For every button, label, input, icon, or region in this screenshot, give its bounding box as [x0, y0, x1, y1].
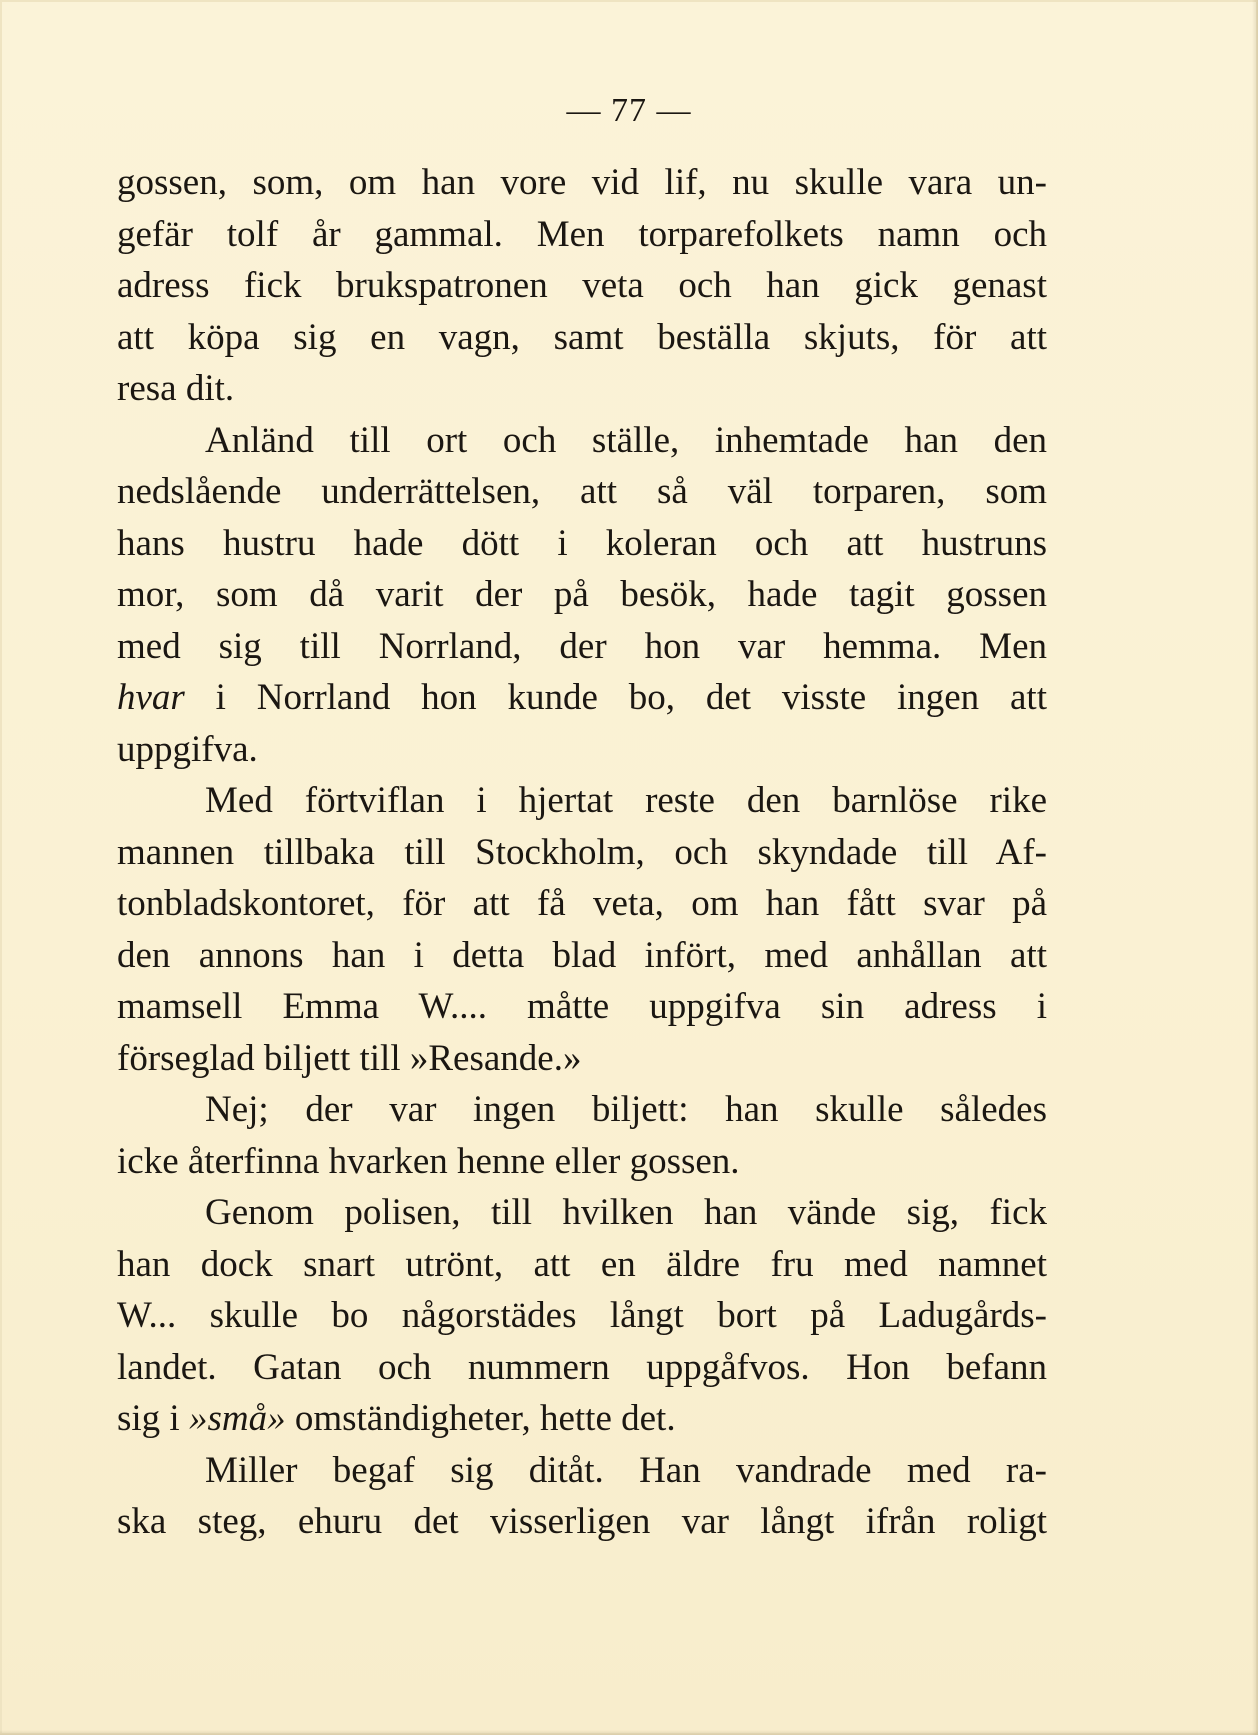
paragraph-6: [117, 1445, 1047, 1548]
paragraph-4: [117, 1084, 1047, 1187]
italic-word: hvar: [117, 677, 185, 718]
text-line: Nej; der var ingen biljett: han skulle således: [205, 1089, 1047, 1130]
page-number: — 77 —: [566, 92, 692, 129]
text-line: hans hustru hade dött i koleran och att hustruns: [117, 522, 1047, 564]
text-line: Miller begaf sig ditåt. Han vandrade med ra-: [205, 1449, 1047, 1491]
text-line: förseglad biljett till »Resande.»: [117, 1037, 582, 1079]
text-line: nedslående underrättelsen, att så väl torparen, som: [117, 471, 1047, 512]
text-line-italic-start: hvar i Norrland hon kunde bo, det visste ingen att: [117, 677, 1047, 718]
text-line: att köpa sig en vagn, samt beställa skjuts, för att: [117, 316, 1047, 358]
text-line: icke återfinna hvarken henne eller gossen.: [117, 1140, 740, 1182]
text-line: ska steg, ehuru det visserligen var långt ifrån roligt: [117, 1501, 1047, 1542]
paragraph-2: [117, 415, 1047, 776]
text-line: tonbladskontoret, för att få veta, om han fått svar på: [117, 883, 1047, 924]
text-line: med sig till Norrland, der hon var hemma. Men: [117, 625, 1047, 667]
page-edge-shadow-bottom: [0, 1730, 1258, 1735]
text-line: mor, som då varit der på besök, hade tagit gossen: [117, 574, 1047, 615]
text-line: gossen, som, om han vore vid lif, nu skulle vara un-: [117, 162, 1047, 203]
text-line: W... skulle bo någorstädes långt bort på Ladugårds-: [117, 1295, 1047, 1336]
text-line: resa dit.: [117, 368, 235, 409]
paragraph-3: [117, 775, 1047, 1084]
italic-word: »små»: [188, 1398, 286, 1439]
text-line: landet. Gatan och nummern uppgåfvos. Hon befann: [117, 1346, 1047, 1388]
text-line-italic-word: sig i »små» omständigheter, hette det.: [117, 1398, 676, 1439]
paragraph-1: [117, 157, 1047, 415]
text-line: den annons han i detta blad infört, med anhållan att: [117, 934, 1047, 976]
text-line: Anländ till ort och ställe, inhemtade han den: [205, 419, 1047, 461]
page-edge-shadow-right: [1252, 0, 1258, 1735]
text-line: han dock snart utrönt, att en äldre fru med namnet: [117, 1243, 1047, 1285]
text-line: Genom polisen, till hvilken han vände sig, fick: [205, 1192, 1047, 1233]
text-line: mannen tillbaka till Stockholm, och skyndade till Af-: [117, 831, 1047, 873]
text-line: gefär tolf år gammal. Men torparefolkets namn och: [117, 213, 1047, 255]
text-line: uppgifva.: [117, 728, 258, 770]
text-line: adress fick brukspatronen veta och han gick genast: [117, 265, 1047, 306]
text-line: mamsell Emma W.... måtte uppgifva sin adress i: [117, 986, 1047, 1027]
text-line: Med förtviflan i hjertat reste den barnlöse rike: [205, 780, 1047, 821]
body-text: [117, 157, 1047, 1548]
paragraph-5: [117, 1187, 1047, 1445]
